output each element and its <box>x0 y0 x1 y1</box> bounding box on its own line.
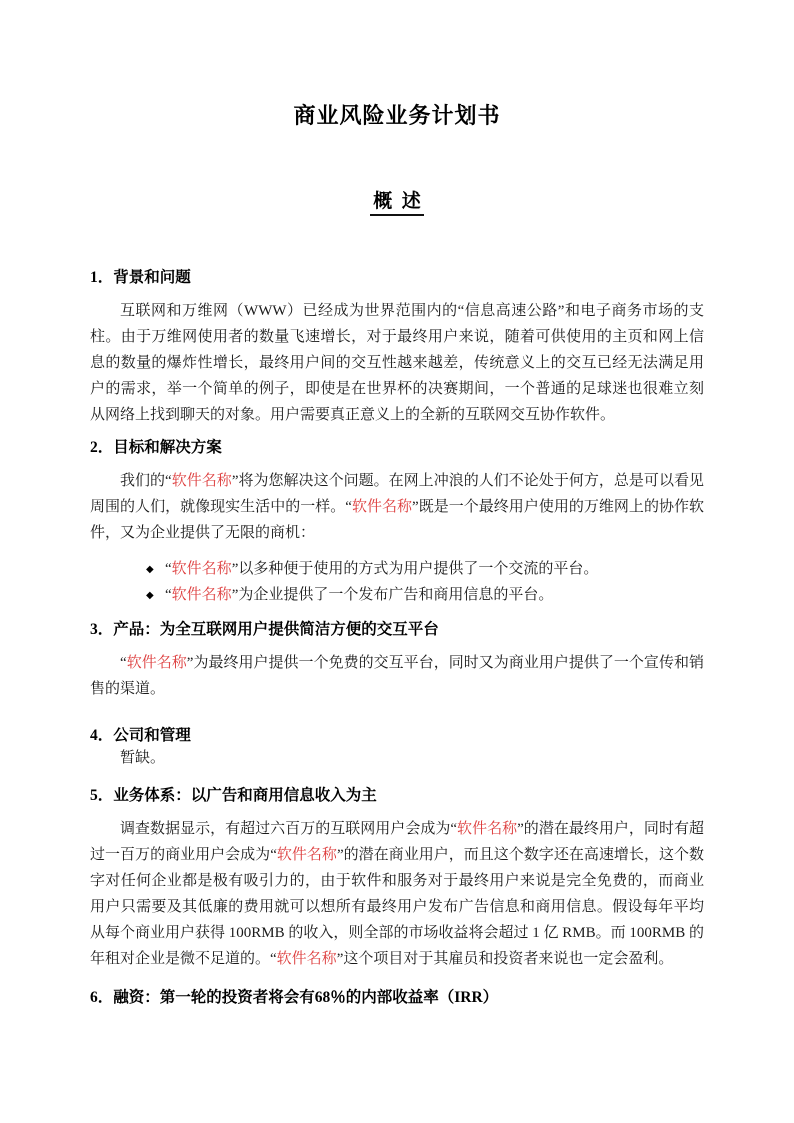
diamond-bullet-icon: ◆ <box>146 590 154 601</box>
section-heading-background: 1．背景和问题 <box>90 269 191 286</box>
list-item <box>90 582 704 608</box>
text-run: ”以多种便于使用的方式为用户提供了一个交流的平台。 <box>231 561 599 577</box>
section-heading-business: 5．业务体系：以广告和商用信息收入为主 <box>90 787 377 804</box>
text-run: ”为最终用户提供一个免费的交互平台，同时又为商业用户提供了一个宣传和销售的渠道。 <box>90 655 704 697</box>
text-run: 互联网和万维网（WWW）已经成为世界范围内的“信息高速公路”和电子商务市场的支柱。由于万维网使用者的数量飞速增长，对于最终用户来说，随着可供使用的主页和网上信息的数量的爆炸性增长，最终用户间的交互性越来越差，传统意义上的交互已经无法满足用户的需求，举一个简单的例子，即使是在世界杯的决赛期间，一个普通的足球迷也很难立刻从网络上找到聊天的对象。用户需要真正意义上的全新的互联网交互协作软件。 <box>90 303 704 423</box>
overview-heading <box>90 189 704 215</box>
software-name-placeholder: 软件名称 <box>171 473 232 489</box>
software-name-placeholder: 软件名称 <box>276 847 337 863</box>
text-run: ”将为您解决这个问题。在网上冲浪的人们不论处于何方，总是可以看见周围的人们，就像现实生活中的一样。“ <box>90 473 704 515</box>
text-run: “ <box>120 655 127 671</box>
diamond-bullet-icon: ◆ <box>146 564 154 575</box>
section-company-management <box>90 726 704 770</box>
section-goals-solution <box>90 438 704 608</box>
text-run: 调查数据显示，有超过六百万的互联网用户会成为“ <box>120 821 458 837</box>
software-name-placeholder: 软件名称 <box>457 821 518 837</box>
paragraph-product <box>90 650 704 702</box>
document-title: 商业风险业务计划书 <box>293 103 501 128</box>
text-run: “ <box>165 587 172 603</box>
benefit-list <box>90 556 704 608</box>
company-note: 暂缺。 <box>120 750 166 766</box>
list-item <box>90 556 704 582</box>
text-run: ”的潜在最终用户，同时有超过一百万的商业用户会成为“ <box>90 821 704 863</box>
section-heading-financing: 6．融资：第一轮的投资者将会有68％的内部收益率（IRR） <box>90 989 499 1006</box>
section-heading-company: 4．公司和管理 <box>90 727 191 744</box>
text-run: 我们的“ <box>120 473 172 489</box>
overview-heading-text: 概 述 <box>370 191 424 216</box>
paragraph-business <box>90 816 704 972</box>
section-heading-goals: 2．目标和解决方案 <box>90 439 222 456</box>
text-run: ”的潜在商业用户，而且这个数字还在高速增长，这个数字对任何企业都是极有吸引力的，由于软件和服务对于最终用户来说是完全免费的，而商业用户只需要及其低廉的费用就可以想所有最终用户发布广告信息和商用信息。假设每年平均从每个商业用户获得 100RMB 的收入，则全部的市场收益将会超过 1 亿 RMB。而 100RMB 的年租对企业是微不足道的。“ <box>90 847 704 967</box>
section-business-system <box>90 786 704 972</box>
text-run: ”既是一个最终用户使用的万维网上的协作软件，又为企业提供了无限的商机： <box>90 499 704 541</box>
section-background <box>90 268 704 428</box>
software-name-placeholder: 软件名称 <box>351 499 413 515</box>
software-name-placeholder: 软件名称 <box>126 655 187 671</box>
section-heading-product: 3．产品：为全互联网用户提供简洁方便的交互平台 <box>90 621 439 638</box>
software-name-placeholder: 软件名称 <box>171 587 232 603</box>
paragraph-goals <box>90 468 704 546</box>
software-name-placeholder: 软件名称 <box>276 951 337 967</box>
text-run: ”这个项目对于其雇员和投资者来说也一定会盈利。 <box>336 951 674 967</box>
section-product <box>90 620 704 702</box>
paragraph-background <box>90 298 704 428</box>
software-name-placeholder: 软件名称 <box>171 561 232 577</box>
section-financing <box>90 988 704 1008</box>
text-run: “ <box>165 561 172 577</box>
text-run: ”为企业提供了一个发布广告和商用信息的平台。 <box>231 587 554 603</box>
